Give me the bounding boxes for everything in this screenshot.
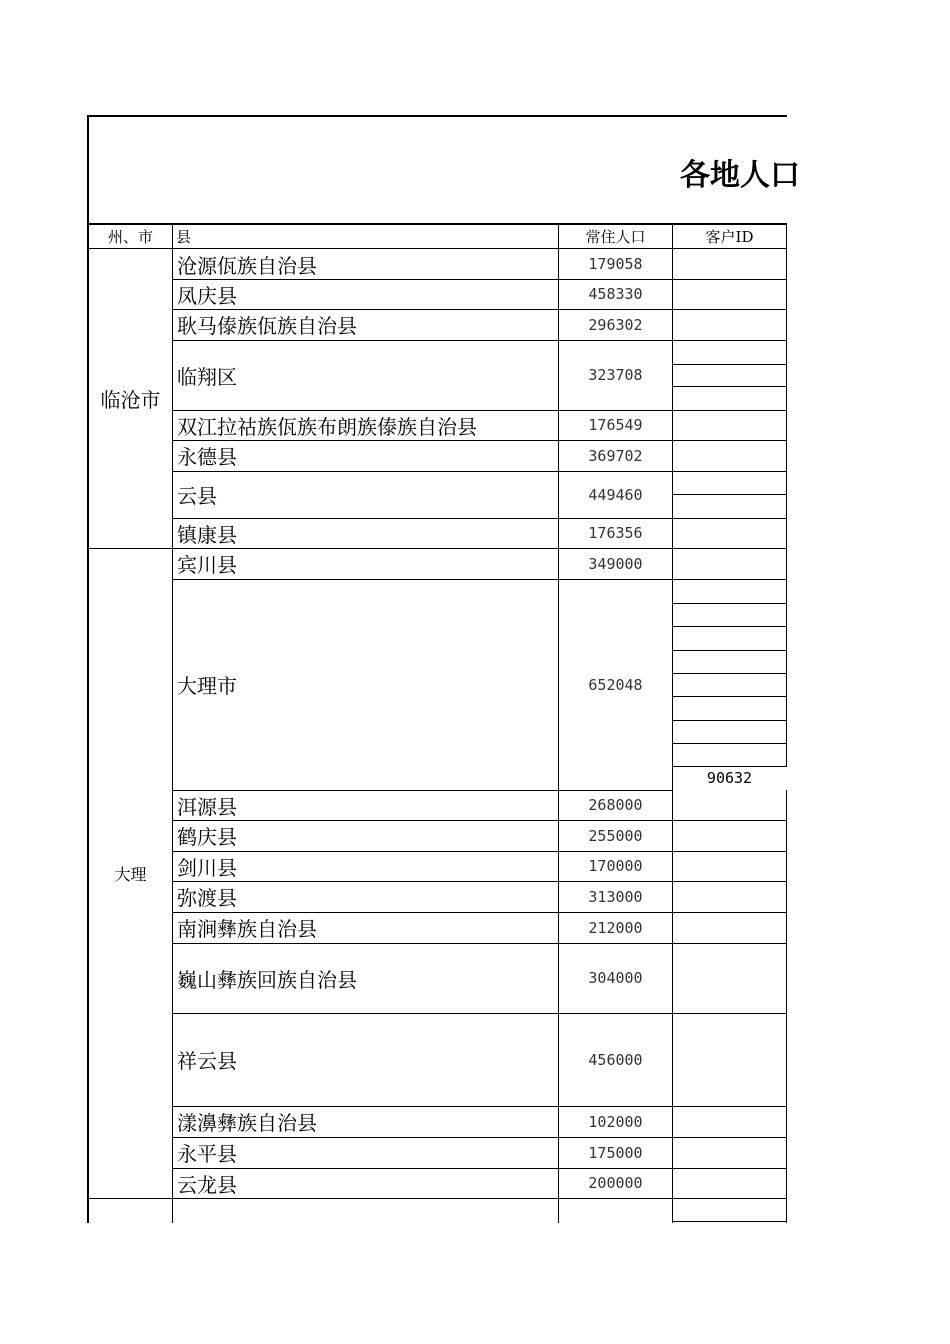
customer-id-row-divider [672,410,787,411]
customer-id-row-divider [672,340,787,341]
population-value: 175000 [588,1143,643,1162]
customer-id-row-divider [672,1221,787,1222]
population-value: 652048 [588,675,643,694]
county-name: 永德县 [177,445,237,469]
county-name: 永平县 [177,1142,237,1166]
county-name: 祥云县 [177,1049,237,1073]
county-name: 镇康县 [177,522,237,547]
county-name: 临翔区 [177,364,237,389]
customer-id-sub-divider [672,743,787,744]
population-value: 313000 [588,887,643,906]
population-value: 200000 [588,1174,643,1192]
county-name: 耿马傣族佤族自治县 [177,314,357,338]
county-name: 沧源佤族自治县 [177,253,317,278]
population-value: 458330 [588,285,643,303]
population-value: 449460 [588,485,643,504]
customer-id-row-divider [672,471,787,472]
population-value: 304000 [588,969,643,987]
population-value: 323708 [588,366,643,384]
header-population: 常住人口 [585,228,646,246]
customer-id-row-divider [672,1198,787,1199]
population-value: 170000 [588,857,643,875]
customer-id-sub-divider [672,386,787,387]
population-value: 102000 [588,1112,643,1131]
customer-id-row-divider [672,1168,787,1169]
city-name: 临沧市 [100,388,161,412]
customer-id-row-divider [672,309,787,310]
customer-id-sub-divider [672,720,787,721]
customer-id-sub-divider [672,650,787,651]
county-name: 凤庆县 [177,283,237,308]
county-name: 弥渡县 [177,886,237,910]
population-value: 456000 [588,1050,643,1069]
county-name: 云龙县 [177,1172,237,1197]
customer-id-sub-divider [672,494,787,495]
customer-id-sub-divider [672,696,787,697]
customer-id-row-divider [672,440,787,441]
customer-id-right-border [786,790,787,1223]
page-title: 各地人口 [680,158,800,193]
header-customer-id: 客户ID [705,228,754,246]
population-value: 255000 [588,826,643,845]
county-name: 南涧彝族自治县 [177,917,317,941]
customer-id-row-divider [672,518,787,519]
population-value: 349000 [588,554,643,573]
population-value: 268000 [588,796,643,814]
population-value: 176549 [588,416,643,434]
group-divider [87,1198,172,1199]
population-value: 212000 [588,918,643,937]
population-value: 179058 [588,255,643,273]
customer-id-sub-divider [672,364,787,365]
customer-id-row-divider [672,1013,787,1014]
header-county: 县 [176,228,192,246]
county-name: 巍山彝族回族自治县 [177,967,357,992]
population-value: 369702 [588,446,643,465]
county-name: 漾濞彝族自治县 [177,1111,317,1135]
city-name: 大理 [114,864,147,884]
county-name: 鹤庆县 [177,825,237,849]
population-value: 176356 [588,524,643,542]
customer-id-row-divider [672,851,787,852]
customer-id-value: 90632 [706,769,753,787]
county-name: 洱源县 [177,794,237,819]
population-value: 296302 [588,315,643,334]
customer-id-row-divider [672,820,787,821]
county-name: 宾川县 [177,553,237,577]
customer-id-row-divider [672,279,787,280]
customer-id-row-divider [672,548,787,549]
column-divider-population [672,223,673,1223]
customer-id-sub-divider [672,626,787,627]
customer-id-sub-divider [672,673,787,674]
customer-id-row-divider [672,1106,787,1107]
county-name: 云县 [177,484,217,508]
customer-id-right-border [786,223,787,767]
customer-id-row-divider [672,881,787,882]
header-city: 州、市 [107,228,153,246]
county-name: 双江拉祜族佤族布朗族傣族自治县 [177,414,477,439]
customer-id-sub-divider [672,603,787,604]
county-name: 大理市 [177,674,237,698]
customer-id-row-divider [672,912,787,913]
county-name: 剑川县 [177,855,237,880]
title-border-top [87,115,787,117]
customer-id-row-divider [672,579,787,580]
customer-id-row-divider [672,1137,787,1138]
row-divider [172,1198,672,1199]
customer-id-row-divider [672,943,787,944]
